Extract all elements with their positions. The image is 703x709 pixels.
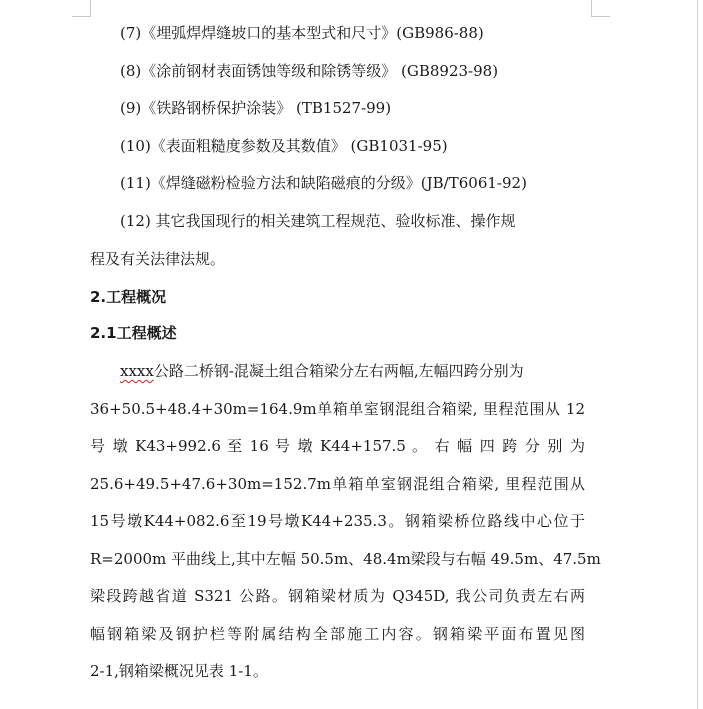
- paragraph-line: [120, 361, 585, 381]
- paragraph-line: 36+50.5+48.4+30m=164.9m单箱单室钢混组合箱梁, 里程范围从 12: [90, 400, 585, 418]
- paragraph-line: 2-1,钢箱梁概况见表 1-1。: [90, 662, 268, 680]
- section-heading: 2.工程概况: [90, 288, 167, 306]
- spellcheck-flagged-word[interactable]: xxxx: [120, 362, 154, 380]
- crop-mark-top-left: [90, 0, 91, 17]
- paragraph-line: 梁段跨越省道 S321 公路。钢箱梁材质为 Q345D, 我公司负责左右两: [90, 587, 585, 605]
- crop-mark-top-left: [72, 16, 91, 17]
- paragraph-line: R=2000m 平曲线上,其中左幅 50.5m、48.4m梁段与右幅 49.5m、47.5m: [90, 550, 601, 568]
- paragraph-line: 幅钢箱梁及钢护栏等附属结构全部施工内容。钢箱梁平面布置见图: [90, 625, 585, 643]
- reference-item: (10)《表面粗糙度参数及其数值》 (GB1031-95): [120, 137, 448, 155]
- reference-item: (9)《铁路钢桥保护涂装》 (TB1527-99): [120, 99, 392, 117]
- reference-item: (7)《埋弧焊焊缝坡口的基本型式和尺寸》(GB986-88): [120, 24, 484, 42]
- page-edge-rule: [697, 0, 698, 709]
- paragraph-text: 公路二桥钢-混凝土组合箱梁分左右两幅,左幅四跨分别为: [153, 362, 524, 380]
- subsection-heading: 2.1工程概述: [90, 324, 177, 342]
- reference-item: (8)《涂前钢材表面锈蚀等级和除锈等级》 (GB8923-98): [120, 62, 499, 80]
- reference-item: (11)《焊缝磁粉检验方法和缺陷磁痕的分级》(JB/T6061-92): [120, 174, 527, 192]
- paragraph-line: 15号墩K44+082.6至19号墩K44+235.3。钢箱梁桥位路线中心位于: [90, 512, 585, 530]
- crop-mark-top-right: [591, 16, 610, 17]
- crop-mark-top-right: [591, 0, 592, 17]
- reference-item: (12) 其它我国现行的相关建筑工程规范、验收标准、操作规: [120, 212, 516, 230]
- paragraph-line: 25.6+49.5+47.6+30m=152.7m单箱单室钢混组合箱梁, 里程范围从: [90, 475, 585, 493]
- paragraph-line: 号 墩 K43+992.6 至 16 号 墩 K44+157.5 。 右 幅 四 跨 分 别 为: [90, 437, 585, 455]
- reference-item-continuation: 程及有关法律法规。: [90, 250, 226, 268]
